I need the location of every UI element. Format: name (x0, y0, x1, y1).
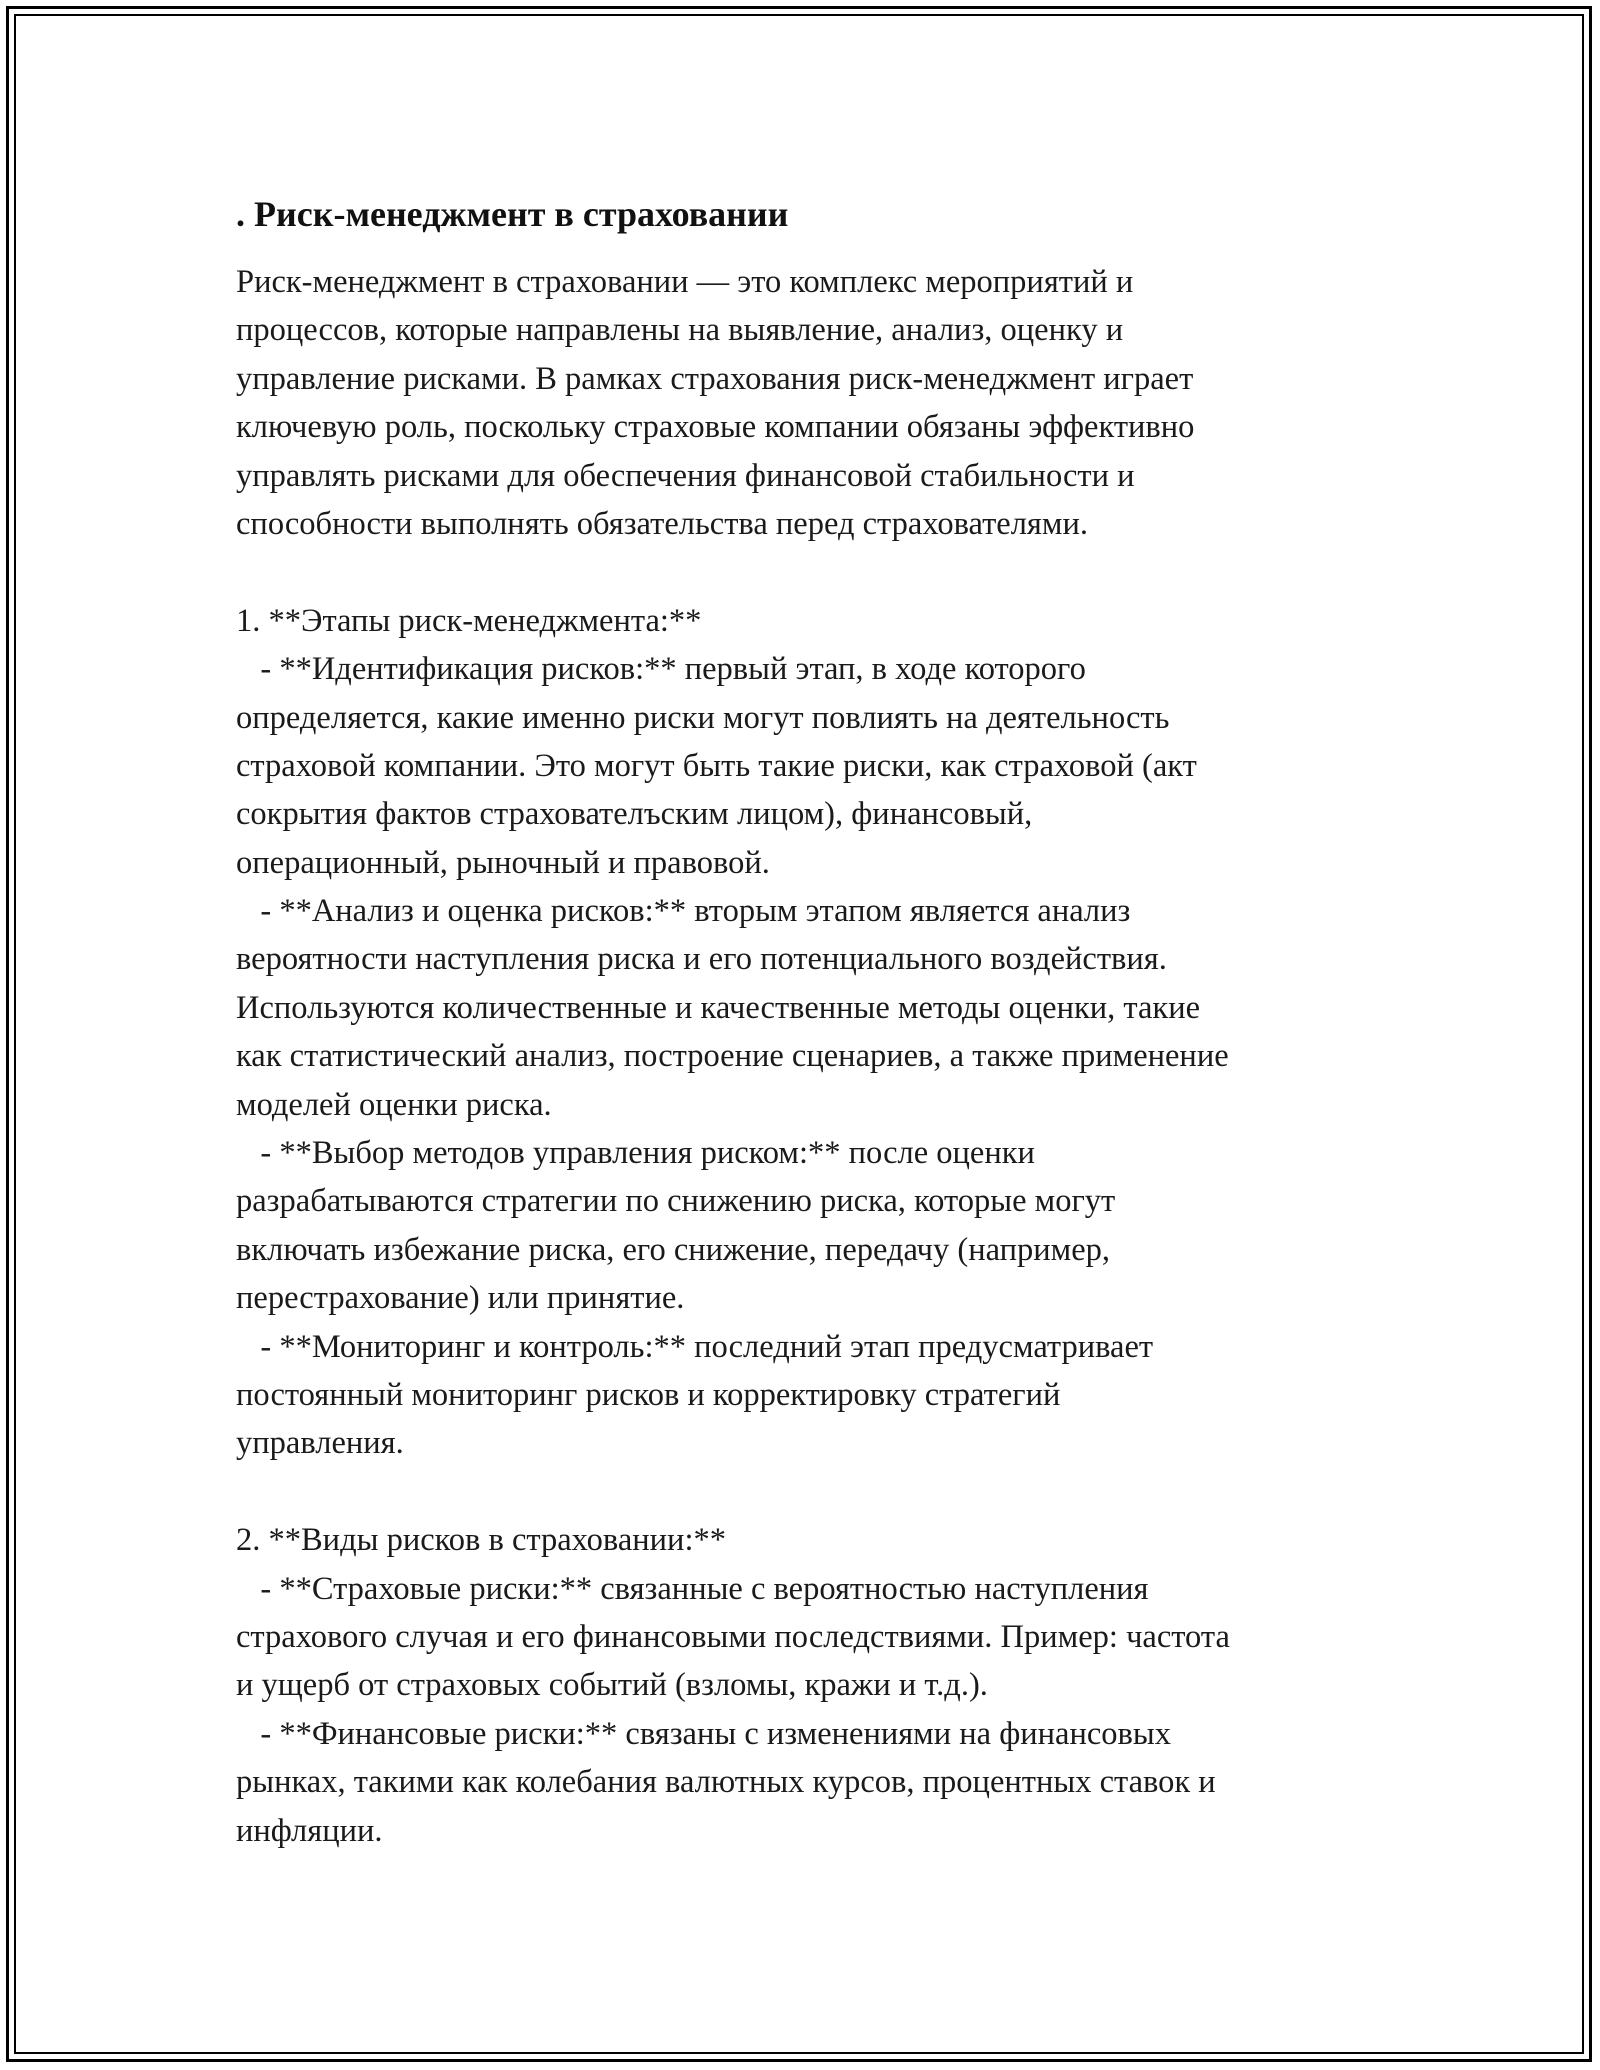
blank-line (236, 548, 1386, 596)
text-line: инфляции. (236, 1812, 383, 1849)
text-line: постоянный мониторинг рисков и корректировку стратегий (236, 1376, 1061, 1413)
text-line: Используются количественные и качественные методы оценки, такие (236, 989, 1201, 1026)
text-line: процессов, которые направлены на выявление, анализ, оценку и (236, 312, 1124, 349)
text-line: страхового случая и его финансовыми последствиями. Пример: частота (236, 1618, 1230, 1655)
text-line: способности выполнять обязательства перед страхователями. (236, 505, 1088, 542)
text-line: сокрытия фактов страхователъским лицом), финансовый, (236, 796, 1033, 833)
text-line: управления. (236, 1425, 404, 1462)
text-line: перестрахование) или принятие. (236, 1280, 685, 1317)
text-line: - **Идентификация рисков:** первый этап, в ходе которого (236, 651, 1086, 688)
text-line: моделей оценки риска. (236, 1086, 552, 1123)
text-line: вероятности наступления риска и его потенциального воздействия. (236, 941, 1167, 978)
document-body (236, 258, 1386, 1855)
text-line: рынках, такими как колебания валютных курсов, процентных ставок и (236, 1764, 1216, 1801)
document-page (236, 184, 1386, 1855)
text-line: и ущерб от страховых событий (взломы, кражи и т.д.). (236, 1667, 988, 1704)
text-line: включать избежание риска, его снижение, передачу (например, (236, 1231, 1110, 1268)
text-line: - **Анализ и оценка рисков:** вторым этапом является анализ (236, 893, 1131, 930)
text-line: 1. **Этапы риск-менеджмента:** (236, 602, 702, 639)
text-line: определяется, какие именно риски могут повлиять на деятельность (236, 699, 1170, 736)
document-title: . Риск-менеджмент в страховании (236, 194, 789, 234)
text-line: разрабатываются стратегии по снижению риска, которые могут (236, 1183, 1116, 1220)
text-line: - **Финансовые риски:** связаны с изменениями на финансовых (236, 1715, 1171, 1752)
blank-line (236, 1468, 1386, 1516)
text-line: Риск-менеджмент в страховании — это комплекс мероприятий и (236, 264, 1134, 300)
text-line: - **Выбор методов управления риском:** после оценки (236, 1135, 1035, 1172)
text-line: - **Страховые риски:** связанные с вероятностью наступления (236, 1570, 1149, 1607)
text-line: 2. **Виды рисков в страховании:** (236, 1522, 726, 1559)
text-line: страховой компании. Это могут быть такие риски, как страховой (акт (236, 747, 1197, 784)
text-line: ключевую роль, поскольку страховые компании обязаны эффективно (236, 409, 1195, 446)
text-line: операционный, рыночный и правовой. (236, 844, 770, 881)
text-line: как статистический анализ, построение сценариев, а также применение (236, 1038, 1229, 1075)
text-line: - **Мониторинг и контроль:** последний этап предусматривает (236, 1328, 1154, 1365)
text-line: управлять рисками для обеспечения финансовой стабильности и (236, 457, 1135, 494)
text-line: управление рисками. В рамках страхования риск-менеджмент играет (236, 360, 1194, 397)
